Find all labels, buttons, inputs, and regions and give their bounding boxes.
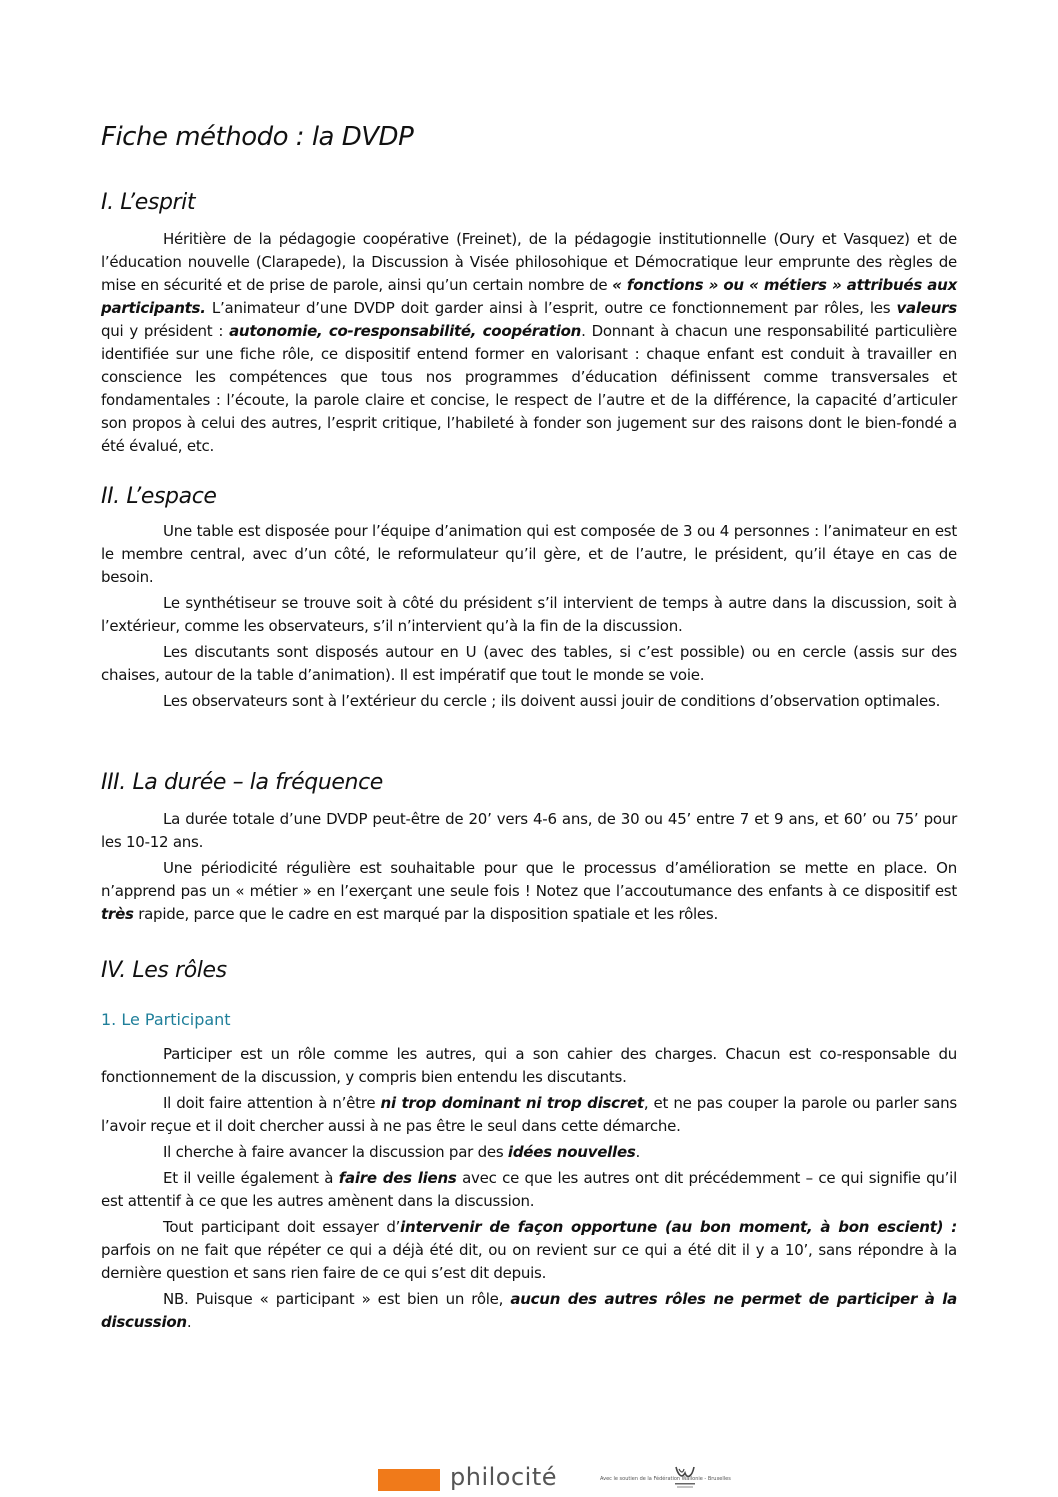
section-duree — [101, 808, 957, 929]
paragraph: Participer est un rôle comme les autres, qui a son cahier des charges. Chacun est co-responsable du fonctionnement de la discussion, y compris bien entendu les discutants. — [101, 1045, 957, 1086]
paragraph: Il doit faire attention à n’être ni trop dominant ni trop discret, et ne pas couper la parole ou parler sans l’avoir reçue et il doit chercher aussi à ne pas être le seul dans cette démarche. — [101, 1094, 958, 1135]
paragraph: Les observateurs sont à l’extérieur du cercle ; ils doivent aussi jouir de conditions d’observation optimales. — [163, 692, 941, 710]
paragraph: NB. Puisque « participant » est bien un rôle, aucun des autres rôles ne permet de participer à la discussion. — [101, 1290, 957, 1331]
fwb-logo-icon — [672, 1463, 698, 1491]
paragraph: Une périodicité régulière est souhaitable pour que le processus d’amélioration se mette en place. On n’apprend pas un « métier » en l’exerçant une seule fois ! Notez que l’accoutumance des enfants à ce dispositif est très rapide, parce que le cadre en est marqué par la disposition spatiale et les rôles. — [101, 859, 957, 923]
section-heading-esprit: I. L’esprit — [101, 190, 196, 215]
paragraph: Les discutants sont disposés autour en U (avec des tables, si c’est possible) ou en cercle (assis sur des chaises, autour de la table d’animation). Il est impératif que tout le monde se voie. — [101, 643, 957, 684]
section-roles — [101, 1043, 957, 1337]
sponsor-text: Avec le soutien de la Fédération Wallonie - Bruxelles — [600, 1476, 731, 1482]
paragraph: Tout participant doit essayer d’intervenir de façon opportune (au bon moment, à bon escient) : parfois on ne fait que répéter ce qui a déjà été dit, ou on revient sur ce qui a été dit il y a 10’, sans répondre à la dernière question et sans rien faire de ce qui s’est dit depuis. — [101, 1218, 957, 1282]
paragraph: Héritière de la pédagogie coopérative (Freinet), de la pédagogie institutionnelle (Oury et Vasquez) et de l’éducation nouvelle (Clarapede), la Discussion à Visée philosohique et Démocratique leur emprunte des règles de mise en sécurité et de prise de parole, ainsi qu’un certain nombre de « fonctions » ou « métiers » attribués aux participants. L’animateur d’une DVDP doit garder ainsi à l’esprit, outre ce fonctionnement par rôles, les valeurs qui y président : autonomie, co-responsabilité, coopération. Donnant à chacun une responsabilité particulière identifiée sur une fiche rôle, ce dispositif entend former en valorisant : chaque enfant est conduit à travailler en conscience les compétences que tous nos programmes d’éducation définissent comme transversales et fondamentales : l’écoute, la parole claire et concise, le respect de l’autre et de la différence, la capacité d’articuler son propos à celui des autres, l’esprit critique, l’habileté à fonder son jugement sur des raisons dont le bien-fondé a été évalué, etc. — [101, 230, 957, 455]
paragraph: Une table est disposée pour l’équipe d’animation qui est composée de 3 ou 4 personnes : l’animateur en est le membre central, avec d’un côté, le reformulateur qu’il gère, et de l’autre, le président, qu’il étaye en cas de besoin. — [101, 522, 957, 586]
section-heading-roles: IV. Les rôles — [101, 958, 227, 983]
paragraph: Il cherche à faire avancer la discussion par des idées nouvelles. — [163, 1143, 641, 1161]
brand-logo-text: philocité — [450, 1463, 558, 1491]
section-heading-duree: III. La durée – la fréquence — [101, 770, 383, 795]
paragraph: La durée totale d’une DVDP peut-être de 20’ vers 4-6 ans, de 30 ou 45’ entre 7 et 9 ans, et 60’ ou 75’ pour les 10-12 ans. — [101, 810, 957, 851]
paragraph: Et il veille également à faire des liens avec ce que les autres ont dit précédemment – ce qui signifie qu’il est attentif à ce que les autres amènent dans la discussion. — [101, 1169, 957, 1210]
section-espace — [101, 520, 957, 716]
section-esprit — [101, 228, 957, 461]
subsection-heading-participant: 1. Le Participant — [101, 1010, 231, 1029]
page-footer — [0, 1463, 1058, 1493]
page-title: Fiche méthodo : la DVDP — [101, 122, 414, 152]
section-heading-espace: II. L’espace — [101, 484, 217, 509]
paragraph: Le synthétiseur se trouve soit à côté du président s’il intervient de temps à autre dans la discussion, soit à l’extérieur, comme les observateurs, s’il n’intervient qu’à la fin de la discussion. — [101, 594, 957, 635]
brand-color-block — [378, 1469, 440, 1491]
